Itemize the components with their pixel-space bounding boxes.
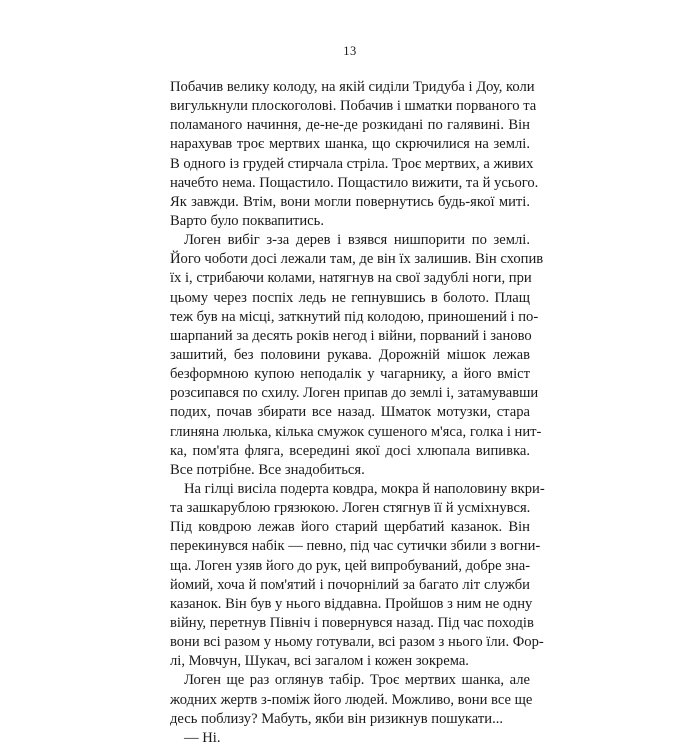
text-line: казанок. Він був у нього віддавна. Пройшов з ним не одну xyxy=(170,595,533,612)
text-line: безформною купою неподалік у чагарнику, а його вміст xyxy=(170,366,530,383)
text-line: вигулькнули плоскоголові. Побачив і шматки порваного та xyxy=(170,98,537,115)
paragraph xyxy=(170,671,533,728)
text-line: — Ні. xyxy=(184,729,221,746)
text-line: поламаного начиння, де-не-де розкидані по галявині. Він xyxy=(170,117,530,134)
text-line: Логен ще раз оглянув табір. Троє мертвих шанка, але xyxy=(184,672,530,689)
text-line: лі, Мовчун, Шукач, всі загалом і кожен зокрема. xyxy=(170,653,469,670)
text-line: Все потрібне. Все знадобиться. xyxy=(170,461,365,478)
text-line: зашитий, без половини рукава. Дорожній мішок лежав xyxy=(170,346,530,363)
text-line: та зашкарублою грязюкою. Логен стягнув її й усміхнувся. xyxy=(170,500,531,517)
text-line: жодних жертв з-поміж його людей. Можливо, вони все ще xyxy=(170,691,533,708)
body-text xyxy=(170,78,545,748)
text-line: глиняна люлька, кілька смужок сушеного м'яса, голка і нит- xyxy=(170,423,542,440)
text-line: Під ковдрою лежав його старий щербатий казанок. Він xyxy=(170,519,530,536)
paragraph xyxy=(170,480,545,671)
text-line: На гілці висіла подерта ковдра, мокра й наполовину вкри- xyxy=(184,480,545,497)
text-line: цьому через поспіх ледь не гепнувшись в болото. Плащ xyxy=(170,289,530,306)
text-line: вони всі разом у ньому готували, всі разом з нього їли. Фор- xyxy=(170,634,544,651)
paragraph xyxy=(170,729,530,748)
text-line: Логен вибіг з-за дерев і взявся нишпорити по землі. xyxy=(184,232,530,249)
text-line: Як завжди. Втім, вони могли повернутись будь-якої миті. xyxy=(170,193,530,210)
text-line: йомий, хоча й пом'ятий і почорнілий за багато літ служби xyxy=(170,576,530,593)
text-line: розсипався по схилу. Логен припав до землі і, затамувавши xyxy=(170,385,539,402)
text-line: подих, почав збирати все назад. Шматок мотузки, стара xyxy=(170,404,530,421)
text-line: війну, перетнув Північ і повернувся назад. Під час походів xyxy=(170,614,534,631)
text-line: В одного із грудей стирчала стріла. Троє мертвих, а живих xyxy=(170,155,534,172)
text-line: теж був на місці, заткнутий під колодою, приношений і по- xyxy=(170,308,539,325)
text-line: начебто нема. Пощастило. Пощастило вижити, та й усього. xyxy=(170,174,539,191)
text-line: Варто було поквапитись. xyxy=(170,212,324,229)
text-line: шарпаний за десять років негод і війни, порваний і заново xyxy=(170,327,532,344)
text-line: їх і, стрибаючи колами, натягнув на свої задублі ноги, при xyxy=(170,270,532,287)
text-line: Побачив велику колоду, на якій сиділи Тридуба і Доу, коли xyxy=(170,79,535,95)
text-line: нарахував троє мертвих шанка, що скрючилися на землі. xyxy=(170,136,530,153)
text-line: перекинувся набік — певно, під час сутички збили з вогни- xyxy=(170,538,541,555)
paragraph xyxy=(170,78,539,231)
text-line: ка, пом'ята фляга, всередині якої досі хлюпала випивка. xyxy=(170,442,530,459)
text-line: ща. Логен узяв його до рук, цей випробуваний, добре зна- xyxy=(170,557,531,574)
page-number: 13 xyxy=(343,44,357,58)
text-line: Його чоботи досі лежали там, де він їх залишив. Він схопив xyxy=(170,251,544,268)
paragraph xyxy=(170,231,544,480)
text-line: десь поблизу? Мабуть, якби він ризикнув пошукати... xyxy=(170,710,504,727)
